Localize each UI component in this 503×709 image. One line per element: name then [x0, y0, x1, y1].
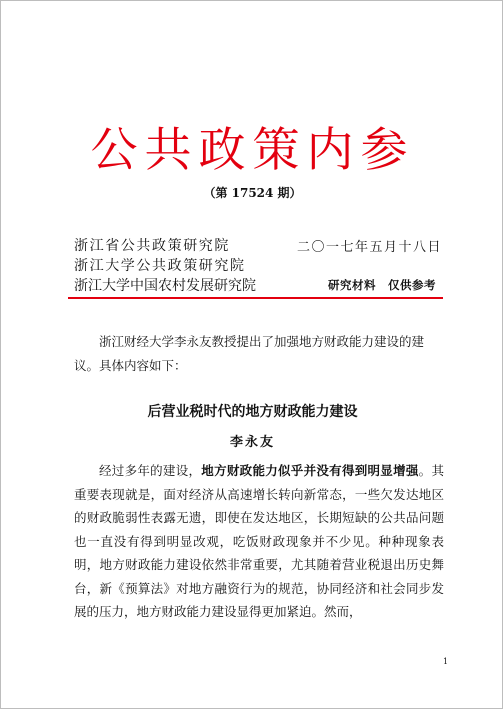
article-author: 李永友	[229, 435, 275, 450]
body-paragraph	[74, 459, 444, 624]
publisher-org-2: 浙江大学公共政策研究院	[74, 258, 246, 274]
publication-date: 二〇一七年五月十八日	[296, 240, 442, 255]
publisher-org-3: 浙江大学中国农村发展研究院	[74, 278, 256, 294]
issue-number: （第 17524 期）	[203, 186, 302, 200]
body-text-rest: 。其重要表现就是，面对经济从高速增长转向新常态，一些欠发达地区的财政脆弱性表露无遗，即使在发达地区，长期短缺的公共品问题也一直没有得到明显改观，吃饭财政现象并不少见。种种现象表明，地方财政能力建设依然非常重要，尤其随着营业税退出历史舞台，新《预算法》对地方融资行为的规范，协同经济和社会同步发展的压力，地方财政能力建设显得更加紧迫。然而，	[74, 463, 444, 619]
article-title: 后营业税时代的地方财政能力建设	[147, 404, 358, 420]
body-text-lead: 经过多年的建设，	[99, 463, 202, 478]
page-number: 1	[443, 657, 449, 666]
intro-paragraph: 浙江财经大学李永友教授提出了加强地方财政能力建设的建议。具体内容如下：	[74, 334, 425, 373]
header-divider	[68, 297, 443, 299]
distribution-note: 研究材料 仅供参考	[328, 278, 436, 292]
publisher-org-1: 浙江省公共政策研究院	[74, 238, 230, 254]
body-text-emphasis: 地方财政能力似乎并没有得到明显增强	[201, 463, 419, 478]
masthead-title: 公共政策内参	[90, 123, 415, 178]
